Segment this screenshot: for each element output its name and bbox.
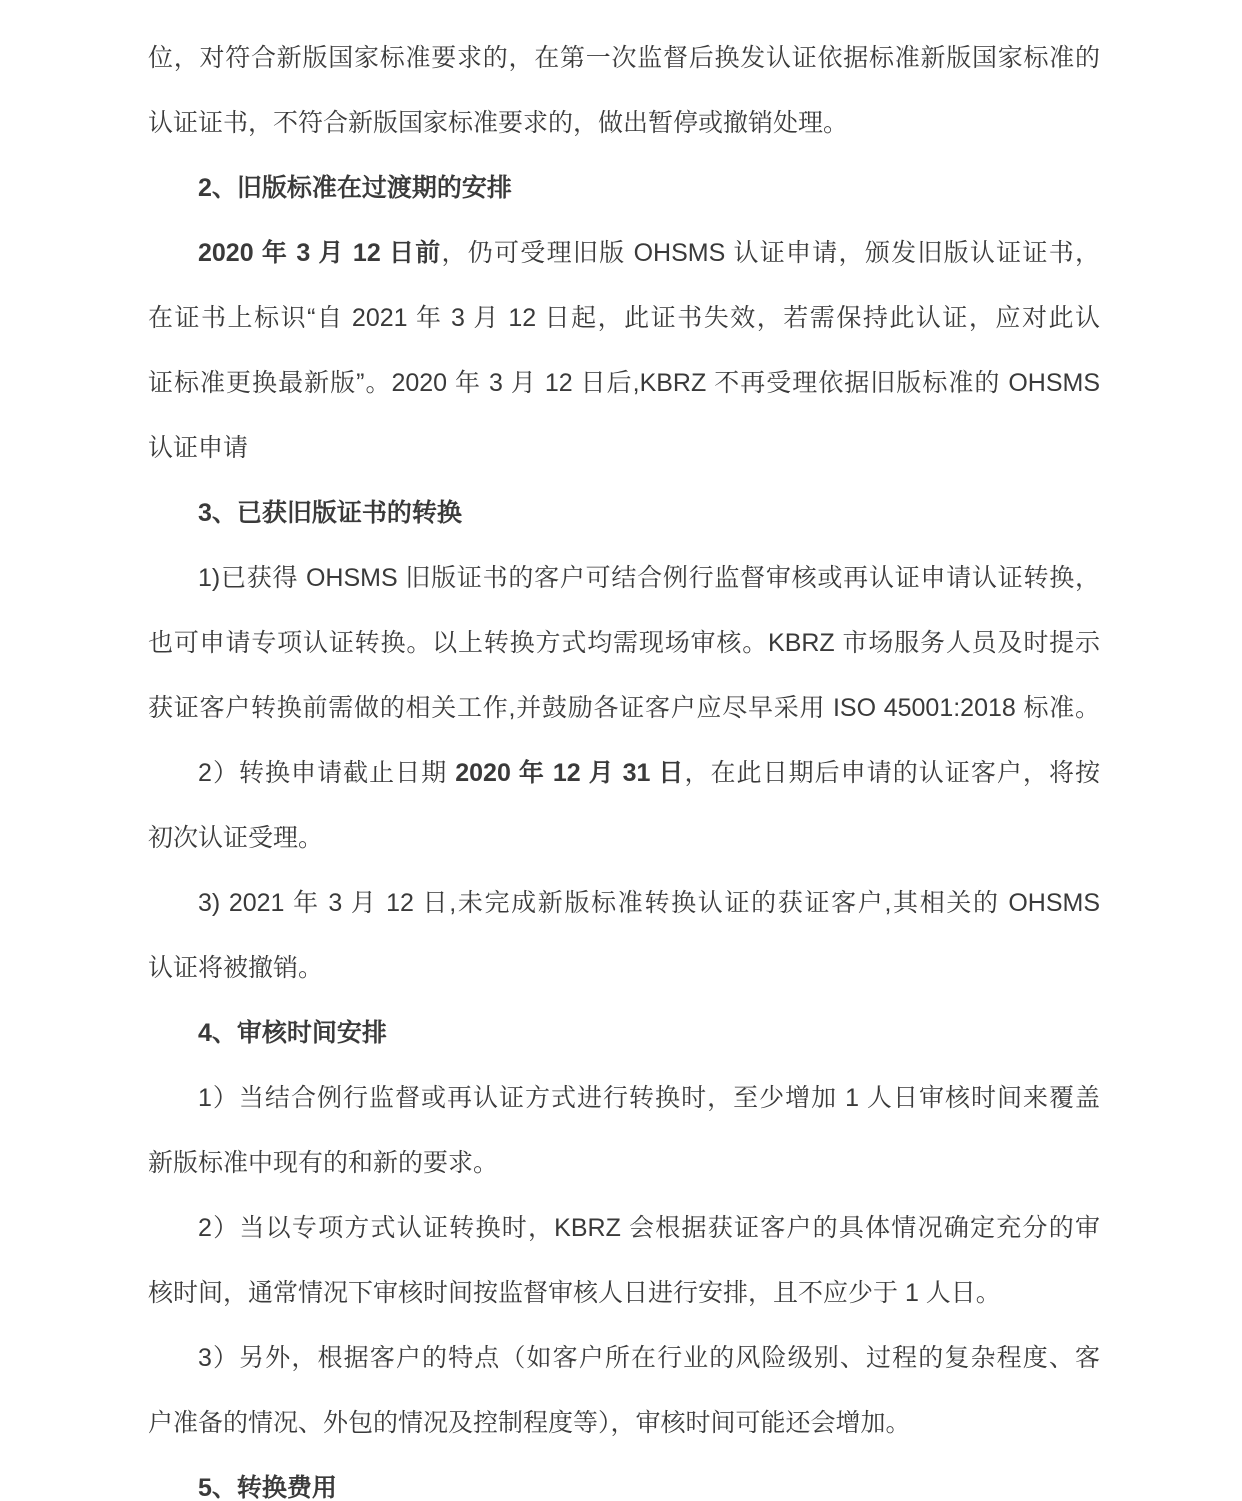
bold-text-segment: 2020 年 12 月 31 日 (455, 759, 685, 787)
text-line (148, 1131, 1100, 1196)
bold-text-segment: 2、旧版标准在过渡期的安排 (198, 174, 512, 202)
bold-text-segment: 4、审核时间安排 (198, 1019, 387, 1047)
text-line (148, 741, 1100, 806)
text-segment: 初次认证受理。 (148, 824, 324, 852)
bold-text-segment: 3、已获旧版证书的转换 (198, 499, 462, 527)
text-segment: 也可申请专项认证转换。以上转换方式均需现场审核。KBRZ 市场服务人员及时提示 (148, 629, 1100, 657)
text-line (148, 351, 1100, 416)
text-segment: 认证将被撤销。 (148, 954, 324, 982)
text-line (148, 936, 1100, 1001)
text-segment: 认证证书，不符合新版国家标准要求的，做出暂停或撤销处理。 (148, 109, 849, 137)
text-segment: 认证申请 (148, 434, 249, 462)
text-line (148, 286, 1100, 351)
text-segment: ，仍可受理旧版 OHSMS 认证申请，颁发旧版认证证书， (441, 239, 1100, 267)
text-line (148, 1261, 1100, 1326)
section-heading (148, 1456, 1100, 1501)
text-segment: 1)已获得 OHSMS 旧版证书的客户可结合例行监督审核或再认证申请认证转换， (198, 564, 1100, 592)
text-segment: 核时间，通常情况下审核时间按监督审核人日进行安排，且不应少于 1 人日。 (148, 1279, 1001, 1307)
text-line (148, 221, 1100, 286)
text-line (148, 1326, 1100, 1391)
text-line (148, 1196, 1100, 1261)
text-line (148, 806, 1100, 871)
text-line (148, 1391, 1100, 1456)
bold-text-segment: 2020 年 3 月 12 日前 (198, 239, 442, 267)
section-heading (148, 1001, 1100, 1066)
text-segment: 在证书上标识“自 2021 年 3 月 12 日起，此证书失效，若需保持此认证，应对此认 (148, 304, 1100, 332)
text-segment: 3) 2021 年 3 月 12 日,未完成新版标准转换认证的获证客户,其相关的 OHSMS (198, 889, 1100, 917)
text-segment: 获证客户转换前需做的相关工作,并鼓励各证客户应尽早采用 ISO 45001:2018 标准。 (148, 694, 1100, 722)
text-segment: 证标准更换最新版”。2020 年 3 月 12 日后,KBRZ 不再受理依据旧版标准的 OHSMS (148, 369, 1100, 397)
text-segment: 3）另外，根据客户的特点（如客户所在行业的风险级别、过程的复杂程度、客 (198, 1344, 1100, 1372)
text-segment: 2）转换申请截止日期 (198, 759, 456, 787)
text-line (148, 91, 1100, 156)
text-segment: 1）当结合例行监督或再认证方式进行转换时，至少增加 1 人日审核时间来覆盖 (198, 1084, 1100, 1112)
text-line (148, 611, 1100, 676)
text-segment: 2）当以专项方式认证转换时，KBRZ 会根据获证客户的具体情况确定充分的审 (198, 1214, 1100, 1242)
document-content (148, 26, 1100, 1501)
text-line (148, 1066, 1100, 1131)
text-segment: 位，对符合新版国家标准要求的，在第一次监督后换发认证依据标准新版国家标准的 (148, 44, 1100, 72)
text-line (148, 871, 1100, 936)
text-segment: 户准备的情况、外包的情况及控制程度等），审核时间可能还会增加。 (148, 1409, 911, 1437)
text-segment: 新版标准中现有的和新的要求。 (148, 1149, 499, 1177)
section-heading (148, 481, 1100, 546)
text-line (148, 416, 1100, 481)
section-heading (148, 156, 1100, 221)
text-line (148, 26, 1100, 91)
text-segment: ，在此日期后申请的认证客户，将按 (684, 759, 1100, 787)
text-line (148, 676, 1100, 741)
text-line (148, 546, 1100, 611)
bold-text-segment: 5、转换费用 (198, 1474, 337, 1501)
